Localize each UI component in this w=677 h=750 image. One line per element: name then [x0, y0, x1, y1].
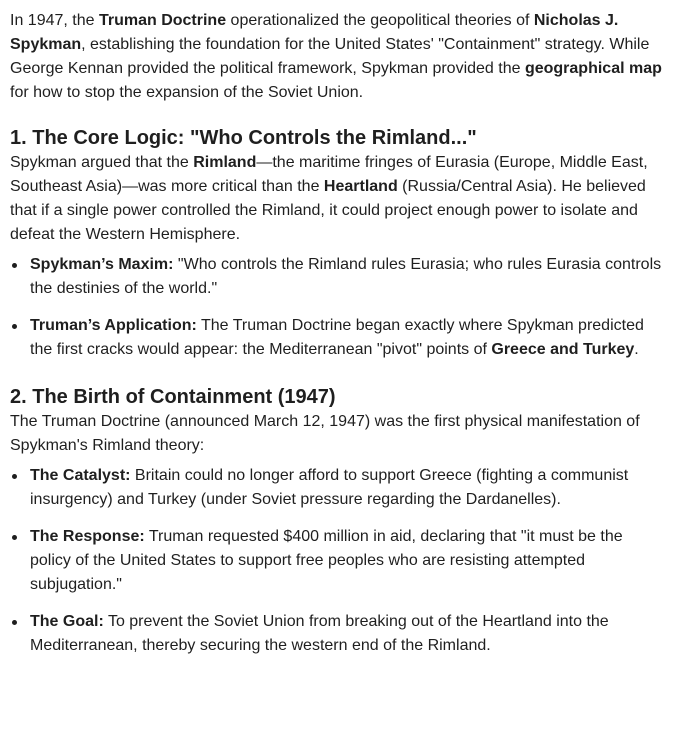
list-item-text: The Truman Doctrine began exactly where Spykman predicted the first cracks would appear: the Mediterranean "pivot" points of	[30, 317, 644, 358]
section-1-paragraph	[10, 151, 665, 247]
s1-text-3: (Russia/Central Asia). He believed that if a single power controlled the Rimland, it could project enough power to isolate and defeat the Western Hemisphere.	[10, 178, 646, 243]
list-item-label: Spykman’s Maxim:	[30, 256, 174, 273]
list-item	[10, 253, 665, 301]
section-1-heading: 1. The Core Logic: "Who Controls the Rimland..."	[10, 127, 477, 149]
list-item-label: Truman’s Application:	[30, 317, 197, 334]
list-item-text: "Who controls the Rimland rules Eurasia; who rules Eurasia controls the destinies of the world."	[30, 256, 662, 297]
list-item-bold-greece-turkey: Greece and Turkey	[491, 341, 635, 358]
list-item-text: To prevent the Soviet Union from breaking out of the Heartland into the Mediterranean, thereby securing the western end of the Rimland.	[30, 613, 609, 654]
intro-text-3: , establishing the foundation for the United States' "Containment" strategy. While George Kennan provided the political framework, Spykman provided the	[10, 36, 650, 77]
bullet-icon	[12, 620, 17, 625]
s1-bold-heartland: Heartland	[323, 178, 398, 195]
s1-bold-rimland: Rimland	[193, 154, 257, 171]
section-1-list	[10, 253, 665, 362]
list-item-label: The Goal:	[30, 613, 104, 630]
intro-bold-truman-doctrine: Truman Doctrine	[98, 12, 227, 29]
list-item-label: The Catalyst:	[30, 467, 131, 484]
list-item-end: .	[634, 341, 639, 358]
list-item	[10, 525, 665, 597]
list-item-label: The Response:	[30, 528, 145, 545]
intro-text-4: for how to stop the expansion of the Soviet Union.	[10, 84, 364, 101]
list-item	[10, 610, 665, 658]
intro-bold-geographical-map: geographical map	[524, 60, 662, 77]
intro-paragraph	[10, 9, 665, 105]
list-item	[10, 314, 665, 362]
section-2-paragraph: The Truman Doctrine (announced March 12, 1947) was the first physical manifestation of Spykman's Rimland theory:	[10, 413, 640, 454]
section-2-list	[10, 464, 665, 658]
intro-text-2: operationalized the geopolitical theories of	[226, 12, 534, 29]
bullet-icon	[12, 263, 17, 268]
intro-text-1: In 1947, the	[10, 12, 99, 29]
list-item-text: Britain could no longer afford to support Greece (fighting a communist insurgency) and Turkey (under Soviet pressure regarding the Dardanelles).	[30, 467, 629, 508]
section-2-heading: 2. The Birth of Containment (1947)	[10, 386, 336, 408]
s1-text-1: Spykman argued that the	[10, 154, 194, 171]
bullet-icon	[12, 474, 17, 479]
intro-bold-spykman: Nicholas J. Spykman	[10, 12, 619, 53]
list-item-text: Truman requested $400 million in aid, declaring that "it must be the policy of the United States to support free peoples who are resisting attempted subjugation."	[30, 528, 623, 593]
bullet-icon	[12, 535, 17, 540]
list-item	[10, 464, 665, 512]
bullet-icon	[12, 324, 17, 329]
s1-text-2: —the maritime fringes of Eurasia (Europe, Middle East, Southeast Asia)—was more critical than the	[10, 154, 648, 195]
